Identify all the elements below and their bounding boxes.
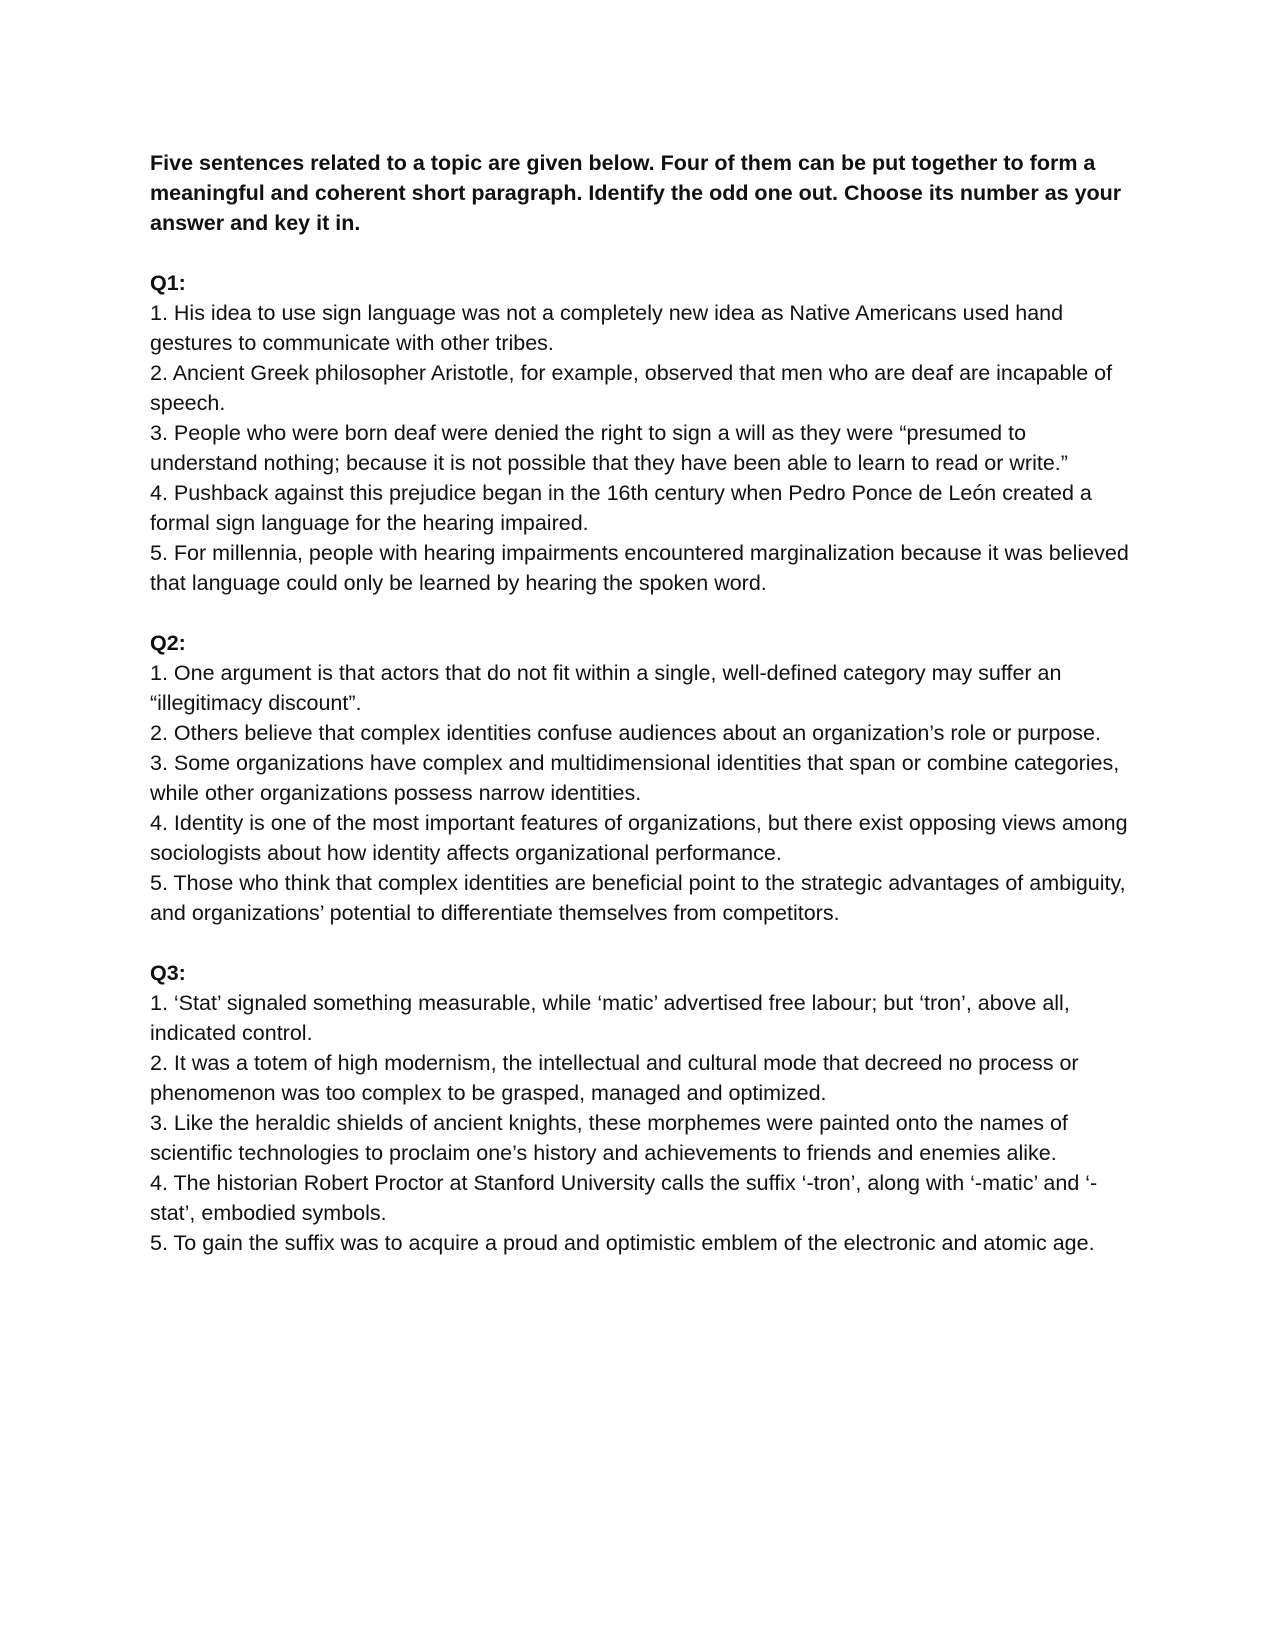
sentence-5: 5. For millennia, people with hearing impairments encountered marginalization because it was believed that language could only be learned by hearing the spoken word. — [150, 541, 1129, 595]
sentence-1: 1. His idea to use sign language was not a completely new idea as Native Americans used hand gestures to communicate with other tribes. — [150, 301, 1064, 355]
sentence-2: 2. Ancient Greek philosopher Aristotle, for example, observed that men who are deaf are incapable of speech. — [150, 361, 1113, 415]
question-q2 — [150, 628, 1135, 928]
instructions: Five sentences related to a topic are given below. Four of them can be put together to form a meaningful and coherent short paragraph. Identify the odd one out. Choose its number as your answer and key it in. — [150, 151, 1122, 235]
sentence-3: 3. Like the heraldic shields of ancient knights, these morphemes were painted onto the names of scientific technologies to proclaim one’s history and achievements to friends and enemies alike. — [150, 1111, 1068, 1165]
sentence-5: 5. To gain the suffix was to acquire a proud and optimistic emblem of the electronic and atomic age. — [150, 1231, 1095, 1255]
question-label: Q2: — [150, 631, 186, 655]
sentence-3: 3. Some organizations have complex and multidimensional identities that span or combine categories, while other organizations possess narrow identities. — [150, 751, 1120, 805]
question-label: Q3: — [150, 961, 186, 985]
question-q1 — [150, 268, 1135, 598]
sentence-1: 1. One argument is that actors that do not fit within a single, well-defined category may suffer an “illegitimacy discount”. — [150, 661, 1062, 715]
sentence-2: 2. Others believe that complex identities confuse audiences about an organization’s role or purpose. — [150, 721, 1101, 745]
sentence-1: 1. ‘Stat’ signaled something measurable, while ‘matic’ advertised free labour; but ‘tron’, above all, indicated control. — [150, 991, 1070, 1045]
sentence-4: 4. The historian Robert Proctor at Stanford University calls the suffix ‘-tron’, along with ‘-matic’ and ‘-stat’, embodied symbols. — [150, 1171, 1098, 1225]
question-label: Q1: — [150, 271, 186, 295]
sentence-3: 3. People who were born deaf were denied the right to sign a will as they were “presumed to understand nothing; because it is not possible that they have been able to learn to read or write.” — [150, 421, 1068, 475]
sentence-5: 5. Those who think that complex identities are beneficial point to the strategic advantages of ambiguity, and organizations’ potential to differentiate themselves from competitors. — [150, 871, 1126, 925]
question-q3 — [150, 958, 1135, 1258]
sentence-2: 2. It was a totem of high modernism, the intellectual and cultural mode that decreed no process or phenomenon was too complex to be grasped, managed and optimized. — [150, 1051, 1079, 1105]
sentence-4: 4. Identity is one of the most important features of organizations, but there exist opposing views among sociologists about how identity affects organizational performance. — [150, 811, 1128, 865]
document-page — [150, 148, 1135, 1288]
sentence-4: 4. Pushback against this prejudice began in the 16th century when Pedro Ponce de León created a formal sign language for the hearing impaired. — [150, 481, 1092, 535]
